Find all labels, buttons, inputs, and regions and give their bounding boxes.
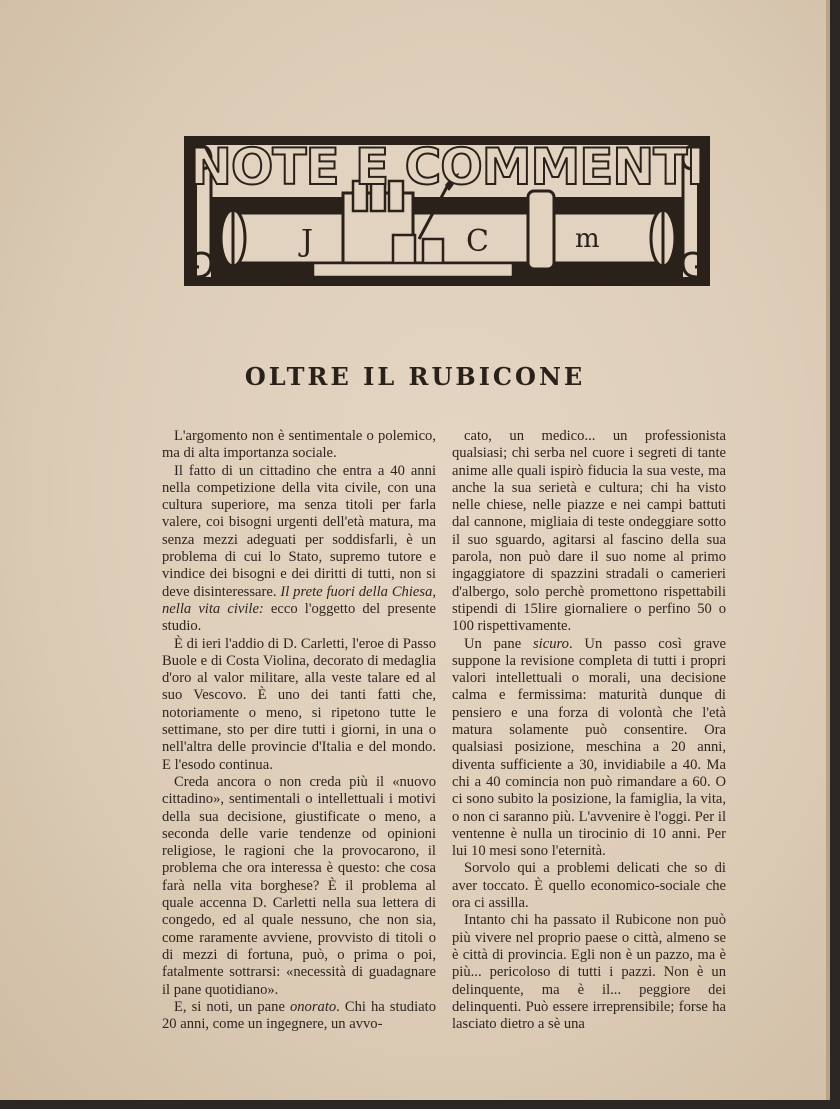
italic-text: onorato xyxy=(289,998,337,1015)
text-run: Sorvolo qui a problemi delicati che so di aver toccato. È quello economico-sociale che ora ci assilla. xyxy=(452,860,726,912)
italic-text: Il prete fuori della Chiesa, nella vita civile: xyxy=(162,583,437,617)
text-run: . Un passo così grave suppone la revisione completa di tutti i propri valori intellettuali o morali, una decisione calma e fermissima: maturità dunque di pensiero e una forza di volontà che l'età matura solamente può consentire. Ora qualsiasi posizione, meschina a 20 anni, diventa sufficiente a 30, invidiabile a 40. Ma chi a 40 comincia non può rimandare a 60. O ci sono subito la posizione, la famiglia, la vita, o non ci saranno più. L'avvenire è l'oggi. Per il ventenne è nulla un tirocinio di 10 anni. Per lui 10 mesi sono l'eternità. xyxy=(452,635,726,860)
text-run: E, si noti, un pane xyxy=(174,998,290,1015)
text-run: Un pane xyxy=(464,635,533,652)
left-column xyxy=(162,428,436,1033)
paragraph xyxy=(452,636,726,861)
paragraph xyxy=(162,774,436,999)
paragraph xyxy=(452,860,726,912)
paragraph xyxy=(162,636,436,774)
text-run: cato, un medico... un professionista qualsiasi; chi serba nel cuore i segreti di tante anime alle quali ispirò fiducia la sua veste, ma anche la sua serietà e cultura; chi ha visto nelle chiese, nelle piazze e nei campi battuti dal cannone, migliaia di teste ondeggiare sotto il suo sguardo, agitarsi al fascino della sua parola, non può dare il suo nome al primo ingaggiatore di spazzini stradali o camerieri d'albergo, solo perchè promettono rispettabili stipendi di 15lire giornaliere o perfino 50 o 100 rispettivamente. xyxy=(452,428,726,635)
text-run: Creda ancora o non creda più il «nuovo cittadino», sentimentali o intellettuali i motivi della sua decisione, giustificate o meno, a seconda delle varie tendenze od opinioni religiose, le ragioni che la provocarono, il problema che ora interessa è questo: che cosa farà nella vita borghese? È il problema al quale accenna D. Carletti nella sua lettera di congedo, ed al quale nessuno, che non sia, come raramente avviene, provvisto di titoli o di mezzi di fortuna, può, o prima o poi, fatalmente sottrarsi: «necessità di guadagnare il pane quotidiano». xyxy=(162,773,436,998)
text-run: ecco l'oggetto del presente studio. xyxy=(162,600,436,635)
paragraph xyxy=(162,463,436,636)
header-illustration xyxy=(183,135,711,287)
paragraph xyxy=(162,999,436,1034)
text-run: . Chi ha studiato 20 anni, come un ingegnere, un avvo- xyxy=(162,998,436,1033)
text-run: Il fatto di un cittadino che entra a 40 anni nella competizione della vita civile, con una cultura superiore, ma senza titoli per farla valere, coi bisogni urgenti dell'età matura, ma senza mezzi adeguati per soddisfarli, è un problema di cui lo Stato, supremo tutore e vindice dei bisogni e dei diritti di tutti, non si deve disinteressare. xyxy=(162,462,436,600)
paragraph xyxy=(162,428,436,463)
text-run: È di ieri l'addio di D. Carletti, l'eroe di Passo Buole e di Costa Violina, decorato di medaglia d'oro al valor militare, alla veste talare ed al suo Vescovo. È uno dei tanti fatti che, notoriamente o meno, si ripetono tutte le settimane, sto per dire tutti i giorni, in una o nell'altra delle provincie d'Italia e del mondo. E l'esodo continua. xyxy=(162,635,436,773)
article-title: OLTRE IL RUBICONE xyxy=(244,362,586,391)
section-title: NOTE E COMMENTI xyxy=(189,138,704,196)
banner-letter-c: C xyxy=(466,224,489,259)
banner-letter-m: m xyxy=(575,224,600,254)
paragraph xyxy=(452,428,726,636)
paragraph xyxy=(452,912,726,1033)
text-run: Intanto chi ha passato il Rubicone non può più vivere nel proprio paese o città, almeno se è città di provincia. Egli non è un pazzo, ma è più... pericoloso di tutti i pazzi. Non è un delinquente, ma è il... peggiore dei delinquenti. Può essere irreprensibile; forse ha lasciato dietro a sè una xyxy=(452,912,726,1033)
right-column xyxy=(452,428,726,1033)
italic-text: sicuro xyxy=(533,635,569,652)
banner-letter-j: J xyxy=(301,224,314,259)
text-run: L'argomento non è sentimentale o polemico, ma di alta importanza sociale. xyxy=(162,428,436,462)
